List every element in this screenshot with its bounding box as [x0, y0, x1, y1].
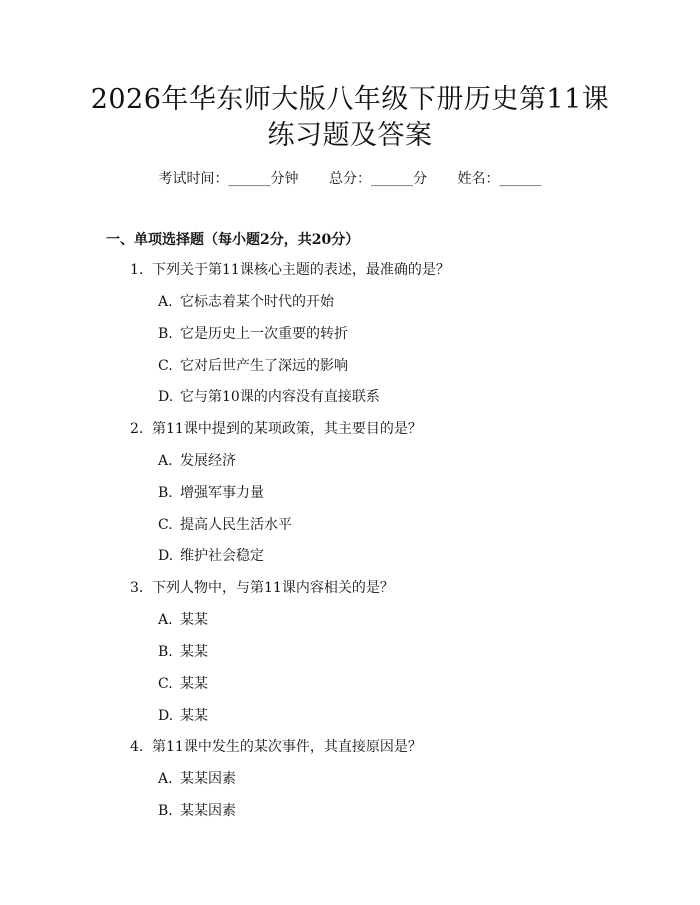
option-letter: C. [158, 517, 173, 533]
option-letter: B. [158, 803, 173, 819]
option-2a [158, 451, 236, 471]
option-letter: D. [158, 389, 174, 405]
option-1c [158, 356, 348, 376]
document-title-line2: 练习题及答案 [267, 120, 433, 151]
option-3a [158, 610, 208, 630]
option-4b [158, 801, 236, 821]
option-text: 它标志着某个时代的开始 [180, 294, 334, 310]
option-text: 它是历史上一次重要的转折 [180, 326, 348, 342]
option-text: 某某 [180, 676, 208, 692]
question-text: 第11课中提到的某项政策，其主要目的是？ [152, 421, 422, 437]
option-letter: B. [158, 326, 173, 342]
option-2b [158, 483, 264, 503]
option-text: 某某 [180, 644, 208, 660]
exam-meta [0, 169, 700, 189]
question-text: 下列人物中，与第11课内容相关的是？ [152, 580, 394, 596]
document-title-line1: 2026年华东师大版八年级下册历史第11课 [90, 84, 610, 115]
option-4a [158, 769, 236, 789]
option-text: 某某因素 [180, 803, 236, 819]
question-number: 4. [130, 739, 144, 755]
option-letter: A. [158, 771, 173, 787]
option-letter: C. [158, 676, 173, 692]
exam-score: 总分：______分 [329, 171, 427, 187]
question-number: 2. [130, 421, 144, 437]
option-3c [158, 674, 208, 694]
option-3d [158, 706, 208, 726]
question-2 [130, 419, 422, 439]
section-heading: 一、单项选择题（每小题2分，共20分） [106, 232, 360, 248]
option-letter: D. [158, 708, 174, 724]
question-4 [130, 737, 422, 757]
option-text: 维护社会稳定 [180, 548, 264, 564]
option-text: 某某 [180, 612, 208, 628]
question-3 [130, 578, 394, 598]
option-text: 某某 [180, 708, 208, 724]
student-name: 姓名：______ [457, 171, 542, 187]
question-1 [130, 260, 450, 280]
exam-time: 考试时间：______分钟 [158, 171, 299, 187]
option-3b [158, 642, 208, 662]
option-letter: B. [158, 485, 173, 501]
option-letter: D. [158, 548, 174, 564]
option-letter: C. [158, 358, 173, 374]
option-text: 它对后世产生了深远的影响 [180, 358, 348, 374]
question-text: 下列关于第11课核心主题的表述，最准确的是？ [152, 262, 450, 278]
option-1d [158, 387, 380, 407]
option-letter: A. [158, 453, 173, 469]
option-1a [158, 292, 334, 312]
option-2c [158, 515, 292, 535]
option-1b [158, 324, 348, 344]
option-text: 发展经济 [180, 453, 236, 469]
option-text: 增强军事力量 [180, 485, 264, 501]
option-text: 它与第10课的内容没有直接联系 [180, 389, 380, 405]
option-2d [158, 546, 264, 566]
question-text: 第11课中发生的某次事件，其直接原因是？ [152, 739, 422, 755]
question-number: 3. [130, 580, 144, 596]
question-number: 1. [130, 262, 144, 278]
option-letter: A. [158, 294, 173, 310]
option-letter: B. [158, 644, 173, 660]
option-text: 提高人民生活水平 [180, 517, 292, 533]
option-letter: A. [158, 612, 173, 628]
option-text: 某某因素 [180, 771, 236, 787]
